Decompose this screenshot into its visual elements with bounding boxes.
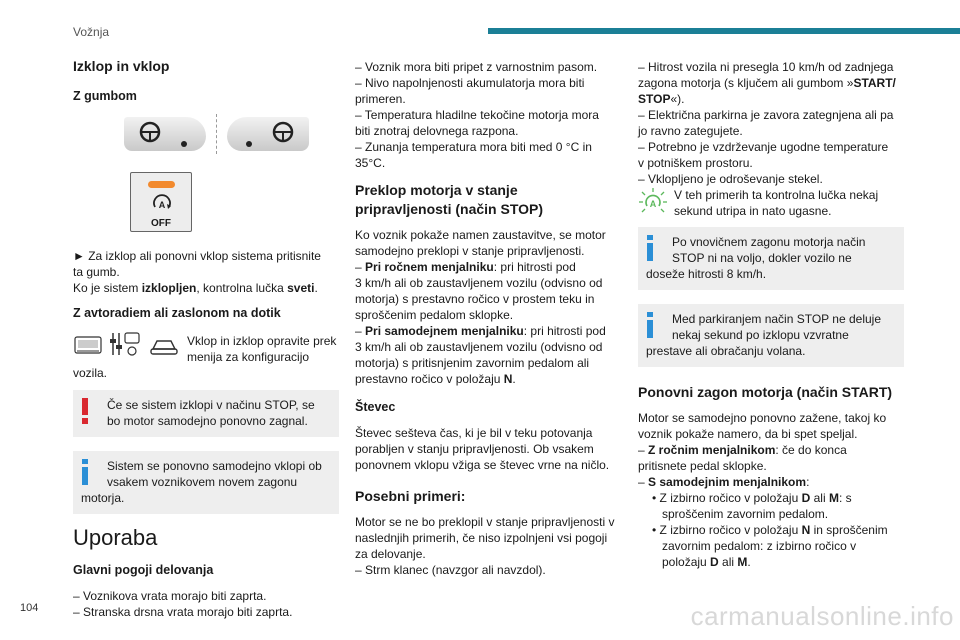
text-frag: : pri hitrosti pod — [523, 324, 606, 338]
bullet-line — [652, 522, 904, 538]
text-line: – Vklopljeno je odroševanje stekel. — [638, 172, 823, 186]
text-line — [638, 474, 904, 490]
text-bold: sveti — [287, 281, 315, 295]
text-line: Med parkiranjem način STOP ne deluje — [672, 312, 882, 326]
text-line: doseže hitrosti 8 km/h. — [646, 267, 767, 281]
info-icon — [646, 235, 654, 261]
text-bold: D — [801, 491, 811, 505]
info-icon — [646, 312, 654, 338]
eco-blink-icon — [638, 187, 668, 215]
text-line: sproščenim pedalom sklopke. — [355, 308, 514, 322]
heading-start-mode: Ponovni zagon motorja (način START) — [638, 384, 893, 400]
heading-stop-mode — [355, 181, 621, 219]
text-line: Sistem se ponovno samodejno vklopi ob — [107, 459, 322, 473]
bullet-line — [652, 490, 904, 506]
paragraph-counter — [355, 425, 621, 473]
text-line: – Voznikova vrata morajo biti zaprta. — [73, 589, 267, 603]
text-frag: : — [806, 475, 810, 489]
subheading-z-gumbom: Z gumbom — [73, 89, 137, 103]
text-line: V teh primerih ta kontrolna lučka nekaj — [674, 188, 879, 202]
text-frag: položaju — [662, 555, 711, 569]
paragraph-special — [355, 514, 621, 578]
auto-gearbox-bullets — [652, 490, 904, 570]
page-number: 104 — [20, 602, 39, 614]
text-line: – Potrebno je vzdrževanje ugodne temperature — [638, 140, 889, 154]
info-text — [646, 234, 896, 266]
text-bold: Pri samodejnem menjalniku — [365, 324, 524, 338]
special-cases-cont — [638, 59, 904, 187]
bullet-line — [652, 554, 904, 570]
paragraph-stop-mode — [355, 227, 621, 387]
text-line: vsakem voznikovem novem zagonu — [107, 475, 298, 489]
text-line: primeren. — [355, 92, 406, 106]
text-line: voznik pokaže namero, da bi spet speljal. — [638, 427, 858, 441]
paragraph-start-mode — [638, 410, 904, 490]
indicator-lamp — [148, 181, 175, 188]
steering-illustration — [93, 114, 339, 154]
text-line: – Temperatura hladilne tekočine motorja mora — [355, 108, 599, 122]
section-header: Vožnja — [73, 25, 110, 39]
text-frag: . — [512, 372, 516, 386]
info-icon — [81, 459, 89, 485]
text-bold: Z ročnim menjalnikom — [648, 443, 776, 457]
subheading-avtoradio: Z avtoradiem ali zaslonom na dotik — [73, 306, 281, 320]
text-line: Vklop in izklop opravite prek — [187, 334, 337, 348]
config-text — [187, 331, 339, 365]
text-frag: : če do konca — [775, 443, 847, 457]
text-line: – Hitrost vozila ni presegla 10 km/h od zadnjega — [638, 60, 894, 74]
text-line: Števec sešteva čas, ki je bil v teku potovanja — [355, 426, 593, 440]
text-line: motorja) s pritisnjenim zavornim pedalom ali — [355, 356, 590, 370]
subheading-stevec: Števec — [355, 400, 396, 414]
text-line: Motor se ne bo preklopil v stanje pripravljenosti v — [355, 515, 615, 529]
text-line: Če se sistem izklopi v načinu STOP, se — [107, 398, 315, 412]
text-line: Motor se samodejno ponovno zažene, takoj ko — [638, 411, 887, 425]
config-icons-row — [73, 331, 339, 365]
warning-note — [73, 390, 339, 437]
blink-text — [674, 187, 904, 219]
text-line: jo ravno zategujete. — [638, 124, 743, 138]
text-line: Po vnovičnem zagonu motorja način — [672, 235, 866, 249]
text-frag: • Z izbirno ročico v položaju — [652, 491, 802, 505]
text-line: – Strm klanec (navzgor ali navzdol). — [355, 563, 546, 577]
text-frag: prestavno ročico v položaju — [355, 372, 504, 386]
text-frag: ali — [810, 491, 829, 505]
text-vozila: vozila. — [73, 366, 108, 380]
text-frag: . — [314, 281, 318, 295]
text-line: prestave ali obračanju volana. — [646, 344, 806, 358]
text-bold: N — [503, 372, 513, 386]
subheading-glavni-pogoji: Glavni pogoji delovanja — [73, 563, 214, 577]
text-line: – Nivo napolnjenosti akumulatorja mora biti — [355, 76, 585, 90]
text-frag: «). — [670, 92, 685, 106]
text-line: bo motor samodejno ponovno zagnal. — [107, 414, 308, 428]
text-line — [355, 371, 621, 387]
svg-text:A: A — [158, 200, 166, 210]
text-frag: : s — [838, 491, 852, 505]
text-line: ► Za izklop ali ponovni vklop sistema pritisnite — [73, 249, 321, 263]
text-line: Preklop motorja v stanje — [355, 182, 518, 198]
info-note-restart — [638, 227, 904, 290]
text-line — [73, 280, 339, 296]
column-1 — [73, 54, 339, 620]
text-line: v potniškem prostoru. — [638, 156, 753, 170]
watermark: carmanualsonline.info — [690, 601, 954, 631]
warning-text — [81, 397, 331, 429]
text-bold: izklopljen — [141, 281, 197, 295]
column-3 — [638, 59, 904, 570]
text-bold: STOP — [638, 92, 671, 106]
steering-right-icon — [227, 117, 309, 151]
text-frag: in sproščenim — [810, 523, 888, 537]
text-line: ponovnem vklopu vžiga se števec vrne na ničlo. — [355, 458, 610, 472]
text-bold: D — [710, 555, 719, 569]
info-note-parking — [638, 304, 904, 367]
header-accent-bar — [488, 28, 960, 34]
text-frag: – — [355, 260, 366, 274]
text-frag: ali — [718, 555, 738, 569]
vehicle-settings-icons — [73, 331, 181, 357]
text-line: pripravljenosti (način STOP) — [355, 201, 544, 217]
text-line — [638, 91, 904, 107]
text-frag: Ko je sistem — [73, 281, 142, 295]
text-line: nekaj sekund po izklopu vzvratne — [672, 328, 849, 342]
text-frag: , kontrolna lučka — [196, 281, 288, 295]
text-frag: • Z izbirno ročico v položaju — [652, 523, 802, 537]
text-line — [355, 259, 621, 275]
text-line: – Stranska drsna vrata morajo biti zaprta. — [73, 605, 293, 619]
column-2 — [355, 59, 621, 587]
heading-special-cases: Posebni primeri: — [355, 488, 466, 504]
text-bold: N — [801, 523, 811, 537]
text-line: naslednjih primerih, če niso izpolnjeni vsi pogoji — [355, 531, 608, 545]
text-frag: – — [638, 443, 649, 457]
text-bold: M — [828, 491, 839, 505]
text-line: ta gumb. — [73, 265, 120, 279]
text-line: biti znotraj delovnega razpona. — [355, 124, 519, 138]
text-line: Ko voznik pokaže namen zaustavitve, se motor — [355, 228, 606, 242]
text-frag: zagona motorja (s ključem ali gumbom » — [638, 76, 854, 90]
stop-start-off-button[interactable] — [130, 172, 192, 232]
paragraph-press-button — [73, 248, 339, 296]
heading-izklop-vklop: Izklop in vklop — [73, 58, 170, 74]
text-line: STOP ni na voljo, dokler vozilo ne — [672, 251, 852, 265]
text-bold: M — [737, 555, 748, 569]
text-line: porabljen v stanju pripravljenosti. Ob vsakem — [355, 442, 594, 456]
off-label: OFF — [151, 218, 171, 229]
info-text — [81, 458, 331, 490]
text-line — [638, 442, 904, 458]
text-line: 3 km/h ali ob zaustavljenem vozilu (odvisno od — [355, 276, 603, 290]
text-line: – Električna parkirna je zavora zategnjena ali pa — [638, 108, 894, 122]
text-frag: – — [355, 324, 366, 338]
text-bold: S samodejnim menjalnikom — [648, 475, 807, 489]
svg-text:A: A — [649, 199, 657, 209]
text-bold: Pri ročnem menjalniku — [365, 260, 494, 274]
text-line: – Zunanja temperatura mora biti med 0 °C in — [355, 140, 592, 154]
text-line: pritisnete pedal sklopke. — [638, 459, 767, 473]
conditions-list — [355, 59, 621, 171]
auto-a-icon — [151, 193, 173, 215]
text-line — [638, 75, 904, 91]
text-line — [355, 323, 621, 339]
text-line: 3 km/h ali ob zaustavljenem vozilu (odvisno od — [355, 340, 603, 354]
heading-uporaba: Uporaba — [73, 525, 158, 550]
blink-lamp-row — [638, 187, 904, 219]
text-line: motorja) s prestavno ročico v prostem teku in — [355, 292, 595, 306]
exclamation-icon — [81, 398, 89, 424]
text-frag: – — [638, 475, 649, 489]
text-line: – Voznik mora biti pripet z varnostnim pasom. — [355, 60, 598, 74]
info-text — [646, 311, 896, 343]
divider-line — [216, 114, 217, 154]
text-line: sekund utripa in nato ugasne. — [674, 204, 832, 218]
text-line: za delovanje. — [355, 547, 426, 561]
steering-left-icon — [124, 117, 206, 151]
text-bold: START/ — [853, 76, 896, 90]
text-frag: . — [747, 555, 751, 569]
text-frag: : pri hitrosti pod — [493, 260, 576, 274]
text-line: 35°C. — [355, 156, 386, 170]
text-line: samodejno preklopi v stanje pripravljenosti. — [355, 244, 585, 258]
bullet-line: zavornim pedalom: z izbirno ročico v — [662, 539, 857, 553]
bullet-line: sproščenim zavornim pedalom. — [662, 507, 829, 521]
text-line: motorja. — [81, 491, 125, 505]
info-note — [73, 451, 339, 514]
text-line: menija za konfiguracijo — [187, 350, 310, 364]
